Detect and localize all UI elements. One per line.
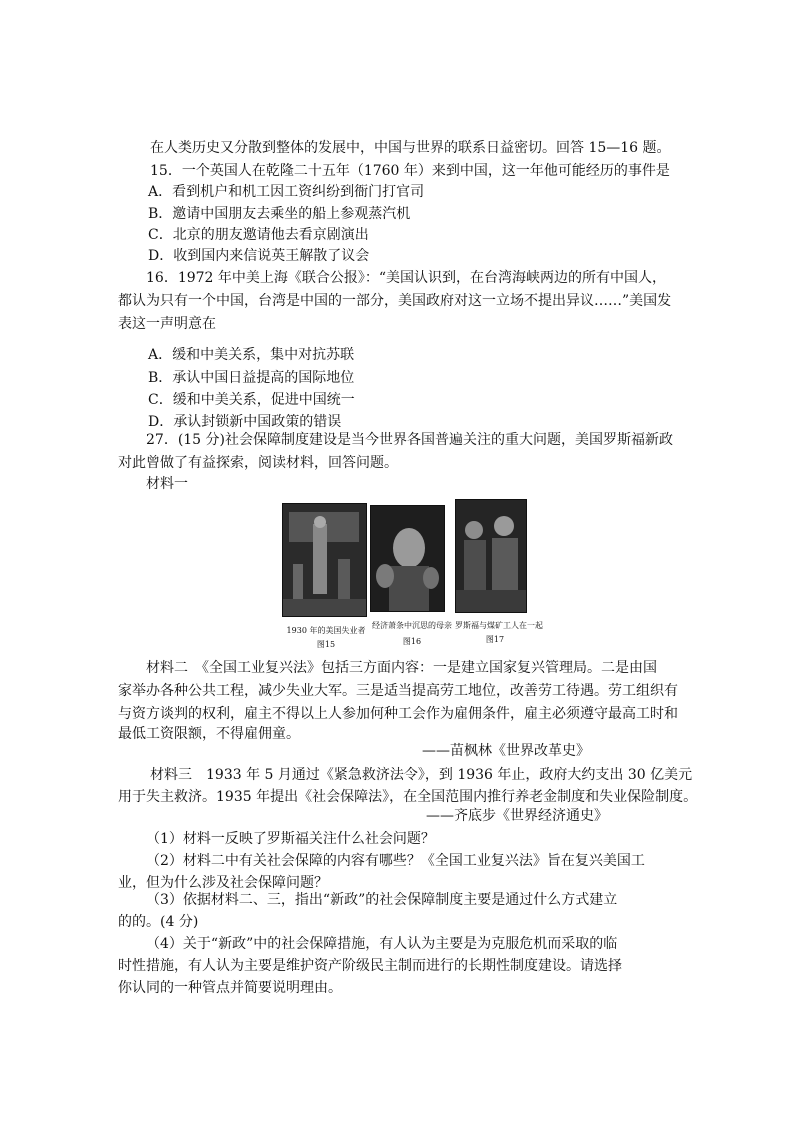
material1-label: 材料一 [146,476,188,492]
subquestion-1: （1）材料一反映了罗斯福关注什么社会问题？ [146,831,435,847]
material2-line-2: 家举办各种公共工程，减少失业大军。三是适当提高劳工地位，改善劳工待遇。劳工组织有 [118,683,678,699]
subquestion-4-line-2: 时性措施，有人认为主要是维护资产阶级民主制而进行的长期性制度建设。请选择 [118,958,622,974]
material3-line-2: 用于失主救济。1935 年提出《社会保障法》，在全国范围内推行养老金制度和失业保险制度。 [118,789,698,805]
q27-stem-line-2: 对此曾做了有益探索，阅读材料，回答问题。 [118,455,398,471]
q16-option-d: D．承认封锁新中国政策的错误 [148,414,342,430]
subquestion-4-line-1: （4）关于“新政”中的社会保障措施，有人认为主要是为克服危机而采取的临 [146,936,618,952]
material2-line-4: 最低工资限额，不得雇佣童。 [118,726,300,742]
material3-line-1: 材料三 1933 年 5 月通过《紧急救济法令》，到 1936 年止，政府大约支出 30 亿美元 [150,767,693,783]
photo-caption-2: 经济萧条中沉思的母亲 [372,621,452,630]
photo-fig-1: 图15 [316,640,336,649]
subquestion-2-line-2: 业，但为什么涉及社会保障问题？ [118,875,328,891]
intro-text: 在人类历史又分散到整体的发展中，中国与世界的联系日益密切。回答 15—16 题。 [150,140,671,156]
photo-caption-3: 罗斯福与煤矿工人在一起 [455,621,543,630]
q16-stem-line-2: 都认为只有一个中国，台湾是中国的一部分，美国政府对这一立场不提出异议……”美国发 [118,293,672,309]
q15-option-a: A．看到机户和机工因工资纠纷到衙门打官司 [148,184,425,200]
subquestion-2-line-1: （2）材料二中有关社会保障的内容有哪些？《全国工业复兴法》旨在复兴美国工 [146,853,645,869]
photo-roosevelt-miners [455,499,527,613]
q15-option-d: D．收到国内来信说英王解散了议会 [148,248,370,264]
subquestion-4-line-3: 你认同的一种管点并简要说明理由。 [118,980,342,996]
photo-fig-2: 图16 [402,637,422,646]
photo-fig-3: 图17 [485,635,505,644]
q16-option-c: C．缓和中美关系，促进中国统一 [148,392,355,408]
photo-caption-1: 1930 年的美国失业者 [286,626,366,635]
q16-option-a: A．缓和中美关系，集中对抗苏联 [148,347,355,363]
q16-option-b: B．承认中国日益提高的国际地位 [148,370,355,386]
subquestion-3-line-1: （3）依据材料二、三，指出“新政”的社会保障制度主要是通过什么方式建立 [146,892,618,908]
q15-option-b: B．邀请中国朋友去乘坐的船上参观蒸汽机 [148,206,411,222]
photo-unemployed [282,503,367,617]
q16-stem-line-3: 表这一声明意在 [118,316,216,332]
material2-line-3: 与资方谈判的权利，雇主不得以上人参加何种工会作为雇佣条件，雇主必须遵守最高工时和 [118,706,678,722]
q15-option-c: C．北京的朋友邀请他去看京剧演出 [148,227,369,243]
material3-source: ——齐底步《世界经济通史》 [426,808,608,824]
q16-stem-line-1: 16．1972 年中美上海《联合公报》：“美国认识到，在台湾海峡两边的所有中国人， [146,270,667,286]
q15-stem: 15．一个英国人在乾隆二十五年（1760 年）来到中国，这一年他可能经历的事件是 [150,163,670,179]
material2-line-1: 材料二 《全国工业复兴法》包括三方面内容：一是建立国家复兴管理局。二是由国 [146,660,657,676]
q27-stem-line-1: 27．(15 分)社会保障制度建设是当今世界各国普遍关注的重大问题，美国罗斯福新政 [146,432,674,448]
photo-mother [370,505,445,612]
material2-source: ——苗枫林《世界改革史》 [422,743,590,759]
subquestion-3-line-2: 的的。(4 分) [118,914,199,930]
